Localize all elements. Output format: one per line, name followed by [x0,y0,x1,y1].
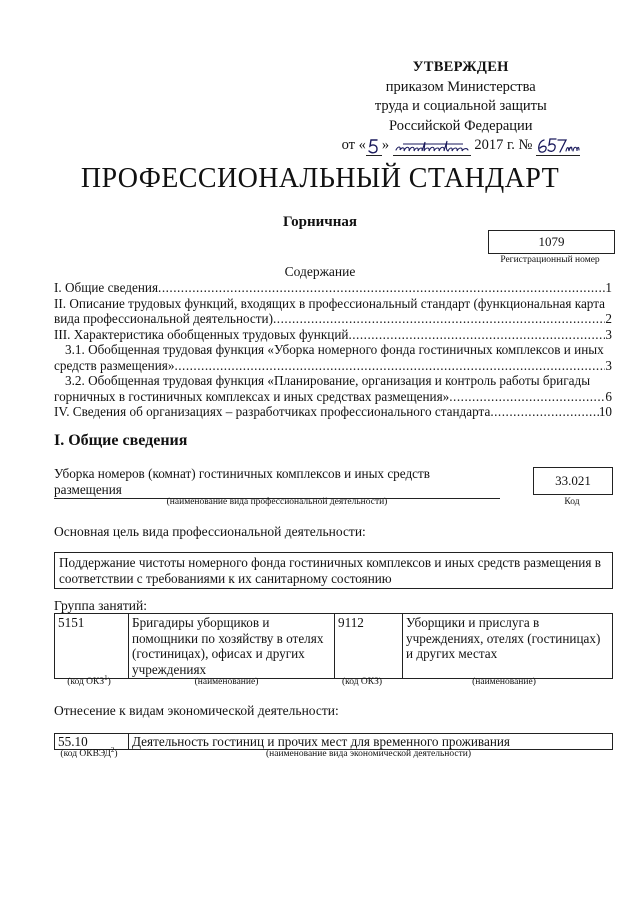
table-row [55,614,613,679]
date-prefix: от « [341,137,366,153]
approval-block [342,58,580,156]
standard-title: ПРОФЕССИОНАЛЬНЫЙ СТАНДАРТ [80,163,560,194]
activity-name-caption: (наименование вида профессиональной деятельности) [166,497,388,507]
approval-date-line [342,136,580,156]
toc-item-3-1[interactable]: 3.1. Обобщенная трудовая функция «Уборка номерного фонда гостиничных комплексов и иных средств размещения» ..... 3 [54,342,612,373]
okz-name-cell: Уборщики и прислуга в учреждениях, отелях (гостиницах) и других местах [403,614,613,679]
toc-item-3-2[interactable]: 3.2. Обобщенная трудовая функция «Планирование, организация и контроль работы бригады горничных в гостиничных комплексах и иных средствах размещения» ..... 6 [54,373,612,404]
goal-box: Поддержание чистоты номерного фонда гостиничных комплексов и иных средств размещения в соответствии с требованиями к их санитарному состоянию [54,552,613,589]
job-title: Горничная [282,214,358,230]
toc-item-2[interactable]: II. Описание трудовых функций, входящих в профессиональный стандарт (функциональная карта вида профессиональной деятельности) ..... 2 [54,296,612,327]
toc-title: Содержание [284,264,356,279]
okz-name-caption-2: (наименование) [472,677,536,687]
okved-code-caption: (код ОКВЭД$^2$) [60,745,118,759]
okved-name-caption: (наименование вида экономической деятельности) [266,749,471,759]
handwritten-month [393,138,471,156]
activity-name: Уборка номеров (комнат) гостиничных комплексов и иных средств размещения [54,466,500,499]
okz-code-cell: 5151 [55,614,129,679]
toc-item-1[interactable]: I. Общие сведения ..... 1 [54,280,612,296]
okz-name-caption: (наименование) [194,677,259,687]
okved-name-cell: Деятельность гостиниц и прочих мест для временного проживания [129,734,613,750]
table-row [55,734,613,750]
date-year-text: 2017 г. № [474,137,533,153]
okz-code-caption: (код ОКЗ$^1$) [67,673,111,687]
occupation-group-table [54,613,613,679]
approval-line-3: Российской Федерации [388,117,533,134]
approval-title: УТВЕРЖДЕН [412,59,509,75]
goal-label: Основная цель вида профессиональной деятельности: [54,524,366,539]
activity-code-caption: Код [564,497,580,507]
okved-code-cell: 55.10 [55,734,129,750]
okved-label: Отнесение к видам экономической деятельности: [54,703,339,718]
section-1-heading: I. Общие сведения [54,432,188,449]
date-mid: » [381,137,390,153]
table-of-contents [54,280,612,420]
handwritten-day [366,138,382,156]
registration-number-caption: Регистрационный номер [500,255,600,265]
toc-item-4[interactable]: IV. Сведения об организациях – разработчиках профессионального стандарта ..... 10 [54,404,612,420]
registration-number-box: 1079 [488,230,615,254]
approval-line-2: труда и социальной защиты [374,98,547,114]
activity-code-box: 33.021 [533,467,613,495]
okz-code-cell: 9112 [335,614,403,679]
approval-line-1: приказом Министерства [385,78,536,95]
handwritten-order-number [536,137,580,156]
toc-item-3[interactable]: III. Характеристика обобщенных трудовых функций ..... 3 [54,327,612,343]
okz-code-caption-2: (код ОКЗ) [341,677,383,687]
okved-table [54,733,613,750]
occupation-group-label: Группа занятий: [54,598,147,613]
okz-name-cell: Бригадиры уборщиков и помощники по хозяйству в отелях (гостиницах), офисах и других учреждениях [129,614,335,679]
